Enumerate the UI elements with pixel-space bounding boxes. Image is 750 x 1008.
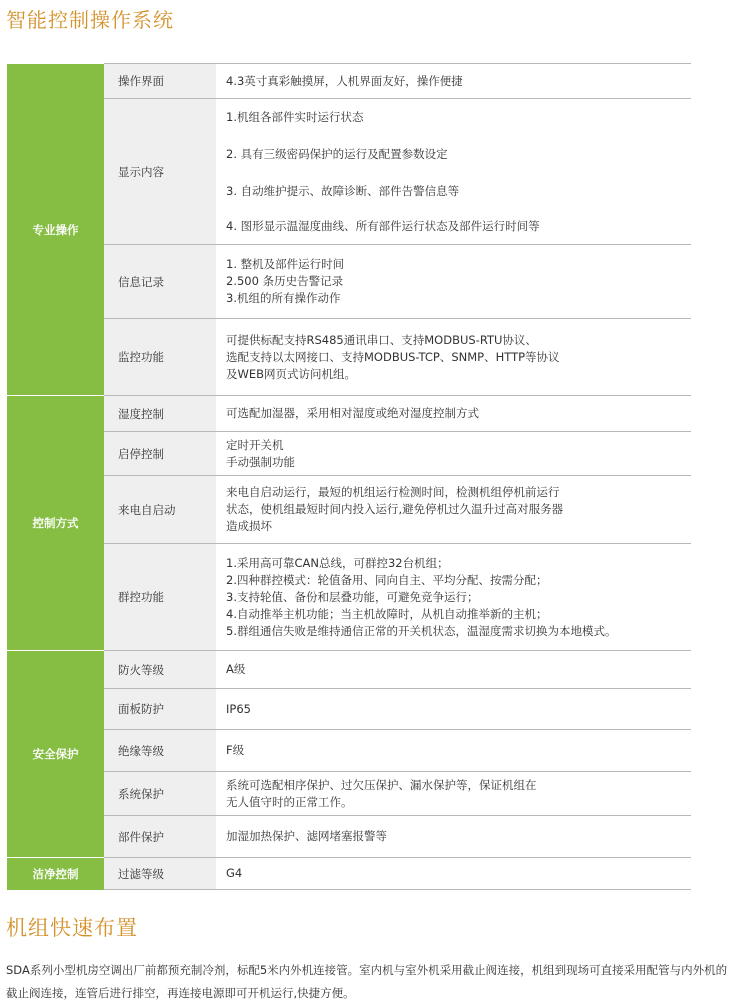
value-line: 4.自动推举主机功能；当主机故障时，从机自动推举新的主机； [226, 606, 548, 621]
row-label-operation-interface: 操作界面 [104, 64, 216, 99]
row-value-auto-restart [216, 476, 691, 544]
row-label-info-record: 信息记录 [104, 245, 216, 319]
table-row [7, 730, 691, 772]
table-row [7, 245, 691, 319]
quick-layout-paragraph: SDA系列小型机房空调出厂前都预充制冷剂，标配5米内外机连接管。室内机与室外机采用截止阀连接，机组到现场可直接采用配管与内外机的截止阀连接，连管后进行排空，再连接电源即可开机运行,快捷方便。 [6, 963, 728, 1000]
row-value-humidity-control [216, 396, 691, 432]
row-value-fire-rating [216, 651, 691, 689]
row-label-panel-protection: 面板防护 [104, 689, 216, 730]
value-line: 手动强制功能 [226, 454, 295, 469]
value-line: 5.群组通信失败是维持通信正常的开关机状态，温湿度需求切换为本地模式。 [226, 623, 617, 638]
row-label-system-protection: 系统保护 [104, 772, 216, 816]
row-value-filter-grade [216, 858, 691, 890]
row-label-auto-restart: 来电自启动 [104, 476, 216, 544]
spec-table [7, 63, 691, 890]
row-value-display-3 [216, 173, 691, 210]
table-row [7, 319, 691, 396]
table-row [7, 432, 691, 476]
value-line: 2.四种群控模式：轮值备用、同向自主、平均分配、按需分配； [226, 572, 548, 587]
section-title-control-system: 智能控制操作系统 [6, 8, 174, 32]
value-line: 状态，使机组最短时间内投入运行,避免停机过久温升过高对服务器 [226, 502, 564, 516]
row-label-monitoring: 监控功能 [104, 319, 216, 396]
value-line: G4 [226, 866, 243, 880]
value-line: 无人值守时的正常工作。 [226, 794, 353, 809]
value-line: 来电自启动运行，最短的机组运行检测时间，检测机组停机前运行 [226, 485, 560, 499]
value-line: 可选配加湿器，采用相对湿度或绝对湿度控制方式 [226, 406, 479, 420]
row-value-insulation [216, 730, 691, 772]
table-row [7, 816, 691, 858]
row-label-component-protection: 部件保护 [104, 816, 216, 858]
row-label-start-stop: 启停控制 [104, 432, 216, 476]
row-value-display-4 [216, 210, 691, 245]
value-line: 4. 图形显示温湿度曲线、所有部件运行状态及部件运行时间等 [226, 219, 540, 234]
value-line: 3. 自动维护提示、故障诊断、部件告警信息等 [226, 183, 460, 198]
value-line: A级 [226, 662, 246, 676]
value-line: F级 [226, 743, 245, 757]
row-label-group-control: 群控功能 [104, 544, 216, 651]
value-line: 4.3英寸真彩触摸屏，人机界面友好，操作便捷 [226, 73, 463, 88]
table-row [7, 651, 691, 689]
table-row [7, 476, 691, 544]
value-line: 系统可选配相序保护、过欠压保护、漏水保护等，保证机组在 [226, 777, 537, 792]
row-label-display-content: 显示内容 [104, 99, 216, 245]
table-row [7, 99, 691, 136]
table-row [7, 396, 691, 432]
category-control-mode: 控制方式 [7, 396, 104, 651]
value-line: 造成损坏 [226, 519, 272, 533]
value-line: 选配支持以太网接口、支持MODBUS-TCP、SNMP、HTTP等协议 [226, 349, 560, 364]
value-line: 3.支持轮值、备份和层叠功能，可避免竞争运行； [226, 589, 479, 604]
value-line: 定时开关机 [226, 437, 284, 452]
table-row [7, 544, 691, 651]
row-value-operation-interface [216, 64, 691, 99]
row-value-info-record [216, 245, 691, 319]
value-line: 2.500 条历史告警记录 [226, 274, 344, 288]
row-value-panel-protection [216, 689, 691, 730]
value-line: 及WEB网页式访问机组。 [226, 366, 357, 381]
value-line: 2. 具有三级密码保护的运行及配置参数设定 [226, 146, 448, 161]
row-value-display-2 [216, 136, 691, 173]
category-clean-control: 洁净控制 [7, 858, 104, 890]
row-label-insulation: 绝缘等级 [104, 730, 216, 772]
value-line: 1.采用高可靠CAN总线，可群控32台机组； [226, 555, 449, 570]
value-line: 加湿加热保护、滤网堵塞报警等 [226, 829, 387, 843]
value-line: 1.机组各部件实时运行状态 [226, 109, 364, 124]
row-value-start-stop [216, 432, 691, 476]
row-label-fire-rating: 防火等级 [104, 651, 216, 689]
value-line: 1. 整机及部件运行时间 [226, 257, 345, 271]
row-value-display-1 [216, 99, 691, 136]
section-title-quick-layout: 机组快速布置 [6, 916, 138, 940]
table-row [7, 64, 691, 99]
row-label-humidity-control: 湿度控制 [104, 396, 216, 432]
table-row [7, 689, 691, 730]
category-professional-operation: 专业操作 [7, 64, 104, 396]
value-line: IP65 [226, 701, 251, 716]
row-label-filter-grade: 过滤等级 [104, 858, 216, 890]
table-row [7, 772, 691, 816]
row-value-system-protection [216, 772, 691, 816]
table-row [7, 858, 691, 890]
row-value-monitoring [216, 319, 691, 396]
value-line: 可提供标配支持RS485通讯串口、支持MODBUS-RTU协议、 [226, 332, 537, 347]
value-line: 3.机组的所有操作动作 [226, 291, 341, 305]
row-value-component-protection [216, 816, 691, 858]
row-value-group-control [216, 544, 691, 651]
category-safety-protection: 安全保护 [7, 651, 104, 858]
